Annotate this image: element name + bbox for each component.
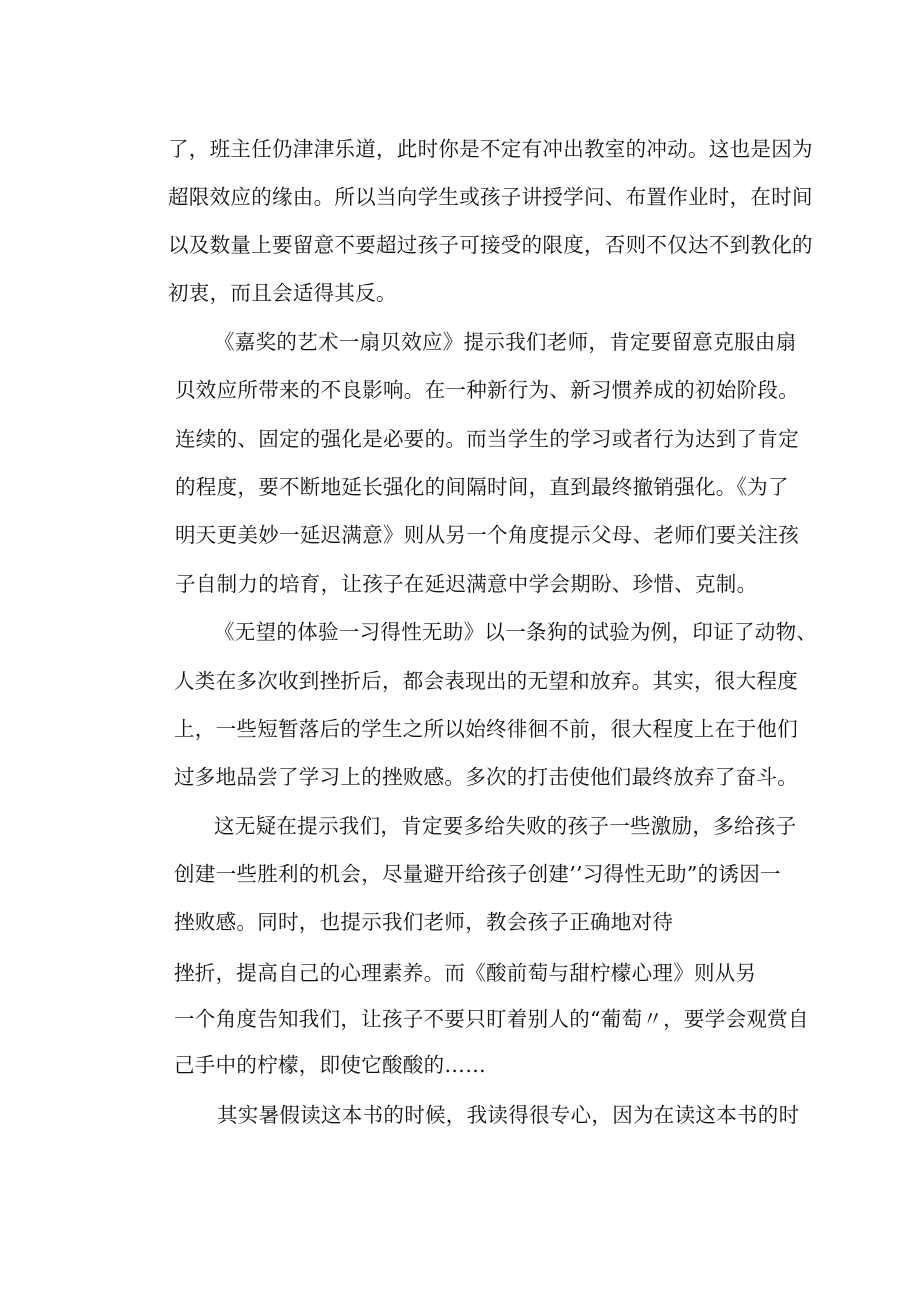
text-line: 上，一些短暂落后的学生之所以始终徘徊不前，很大程度上在于他们 [174,717,798,741]
text-line: 创建一些胜利的机会，尽量避开给孩子创建’’习得性无助”的诱因一 [174,862,781,886]
text-line: 这无疑在提示我们，肯定要多给失败的孩子一些激励，多给孩子 [214,814,797,838]
text-line: 连续的、固定的强化是必要的。而当学生的学习或者行为达到了肯定 [175,427,799,451]
text-line: 子自制力的培育，让孩子在延迟满意中学会期盼、珍惜、克制。 [175,572,758,596]
text-line: 一个角度告知我们，让孩子不要只盯着别人的“葡萄〃，要学会观赏自 [174,1007,809,1031]
text-line: 过多地品尝了学习上的挫败感。多次的打击使他们最终放弃了奋斗。 [174,765,798,789]
text-line: 贝效应所带来的不良影响。在一种新行为、新习惯养成的初始阶段。 [175,378,799,402]
text-line: 《嘉奖的艺术一扇贝效应》提示我们老师，肯定要留意克服由扇 [214,330,797,354]
text-line: 《无望的体验一习得性无助》以一条狗的试验为例，印证了动物、 [214,620,818,644]
text-line: 明天更美妙一延迟满意》则从另一个角度提示父母、老师们要关注孩 [175,523,799,547]
text-line: 以及数量上要留意不要超过孩子可接受的限度，否则不仅达不到教化的 [168,233,813,257]
text-line: 己手中的柠檬，即使它酸酸的…… [174,1053,486,1077]
text-line: 挫折，提高自己的心理素养。而《酸前萄与甜柠檬心理》则从另 [174,961,757,985]
text-line: 的程度，要不断地延长强化的间隔时间，直到最终撤销强化。《为了 [175,475,789,499]
text-line: 初衷，而且会适得其反。 [168,281,397,305]
text-line: 人类在多次收到挫折后，都会表现出的无望和放弃。其实，很大程度 [174,669,798,693]
text-line: 挫败感。同时，也提示我们老师，教会孩子正确地对待 [174,910,674,934]
text-line: 其实暑假读这本书的时候，我读得很专心，因为在读这本书的时 [217,1103,800,1127]
text-line: 超限效应的缘由。所以当向学生或孩子讲授学问、布置作业时，在时间 [168,185,813,209]
text-line: 了，班主任仍津津乐道，此时你是不定有冲出教室的冲动。这也是因为 [168,137,813,161]
